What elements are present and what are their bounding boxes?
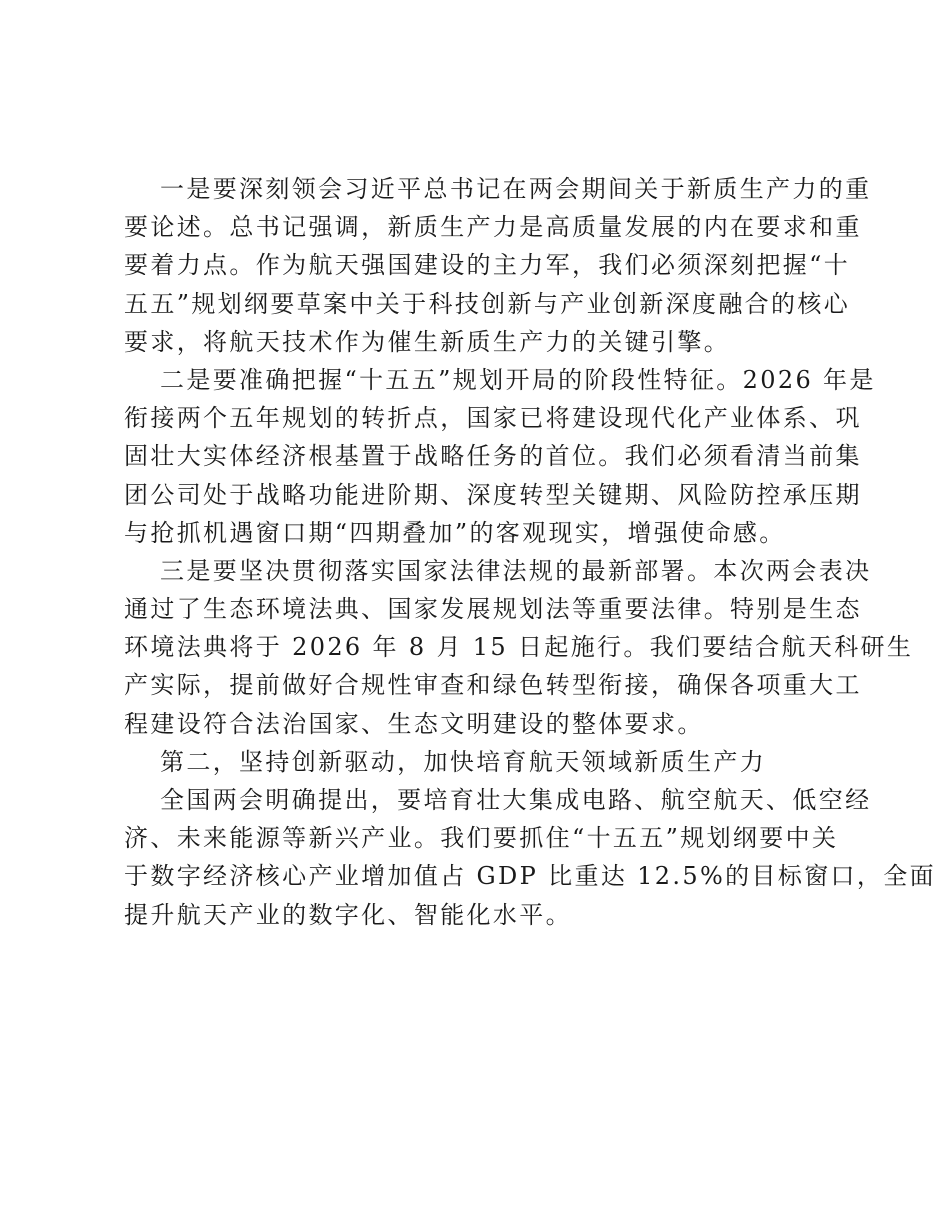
paragraph-3-line-1: 三是要坚决贯彻落实国家法律法规的最新部署。本次两会表决 xyxy=(160,556,872,585)
paragraph-4-line-4: 提升航天产业的数字化、智能化水平。 xyxy=(124,900,572,929)
paragraph-4-line-2: 济、未来能源等新兴产业。我们要抓住“十五五”规划纲要中关 xyxy=(124,824,839,853)
paragraph-1-line-3: 要着力点。作为航天强国建设的主力军，我们必须深刻把握“十 xyxy=(124,251,851,280)
paragraph-1-line-2: 要论述。总书记强调，新质生产力是高质量发展的内在要求和重 xyxy=(124,213,862,242)
paragraph-1-line-5: 要求，将航天技术作为催生新质生产力的关键引擎。 xyxy=(124,327,731,356)
paragraph-1-line-1: 一是要深刻领会习近平总书记在两会期间关于新质生产力的重 xyxy=(160,175,872,203)
paragraph-1-line-4: 五五”规划纲要草案中关于科技创新与产业创新深度融合的核心 xyxy=(124,289,851,318)
paragraph-3-line-2: 通过了生态环境法典、国家发展规划法等重要法律。特别是生态 xyxy=(124,595,862,624)
paragraph-2-line-5: 与抢抓机遇窗口期“四期叠加”的客观现实，增强使命感。 xyxy=(124,518,786,547)
paragraph-2-line-3: 固壮大实体经济根基置于战略任务的首位。我们必须看清当前集 xyxy=(124,442,862,471)
paragraph-3-line-5: 程建设符合法治国家、生态文明建设的整体要求。 xyxy=(124,709,704,738)
paragraph-2-line-2: 衔接两个五年规划的转折点，国家已将建设现代化产业体系、巩 xyxy=(124,404,862,433)
paragraph-2-line-1: 二是要准确把握“十五五”规划开局的阶段性特征。2026 年是 xyxy=(160,365,876,394)
paragraph-4-line-3: 于数字经济核心产业增加值占 GDP 比重达 12.5%的目标窗口，全面 xyxy=(124,862,936,891)
document-body xyxy=(124,170,936,934)
paragraph-2-line-4: 团公司处于战略功能进阶期、深度转型关键期、风险防控承压期 xyxy=(124,480,862,509)
paragraph-3-line-4: 产实际，提前做好合规性审查和绿色转型衔接，确保各项重大工 xyxy=(124,671,862,700)
paragraph-3-line-3: 环境法典将于 2026 年 8 月 15 日起施行。我们要结合航天科研生 xyxy=(124,633,914,662)
paragraph-4-line-1: 全国两会明确提出，要培育壮大集成电路、航空航天、低空经 xyxy=(160,786,872,814)
section-heading: 第二，坚持创新驱动，加快培育航天领域新质生产力 xyxy=(160,747,767,776)
